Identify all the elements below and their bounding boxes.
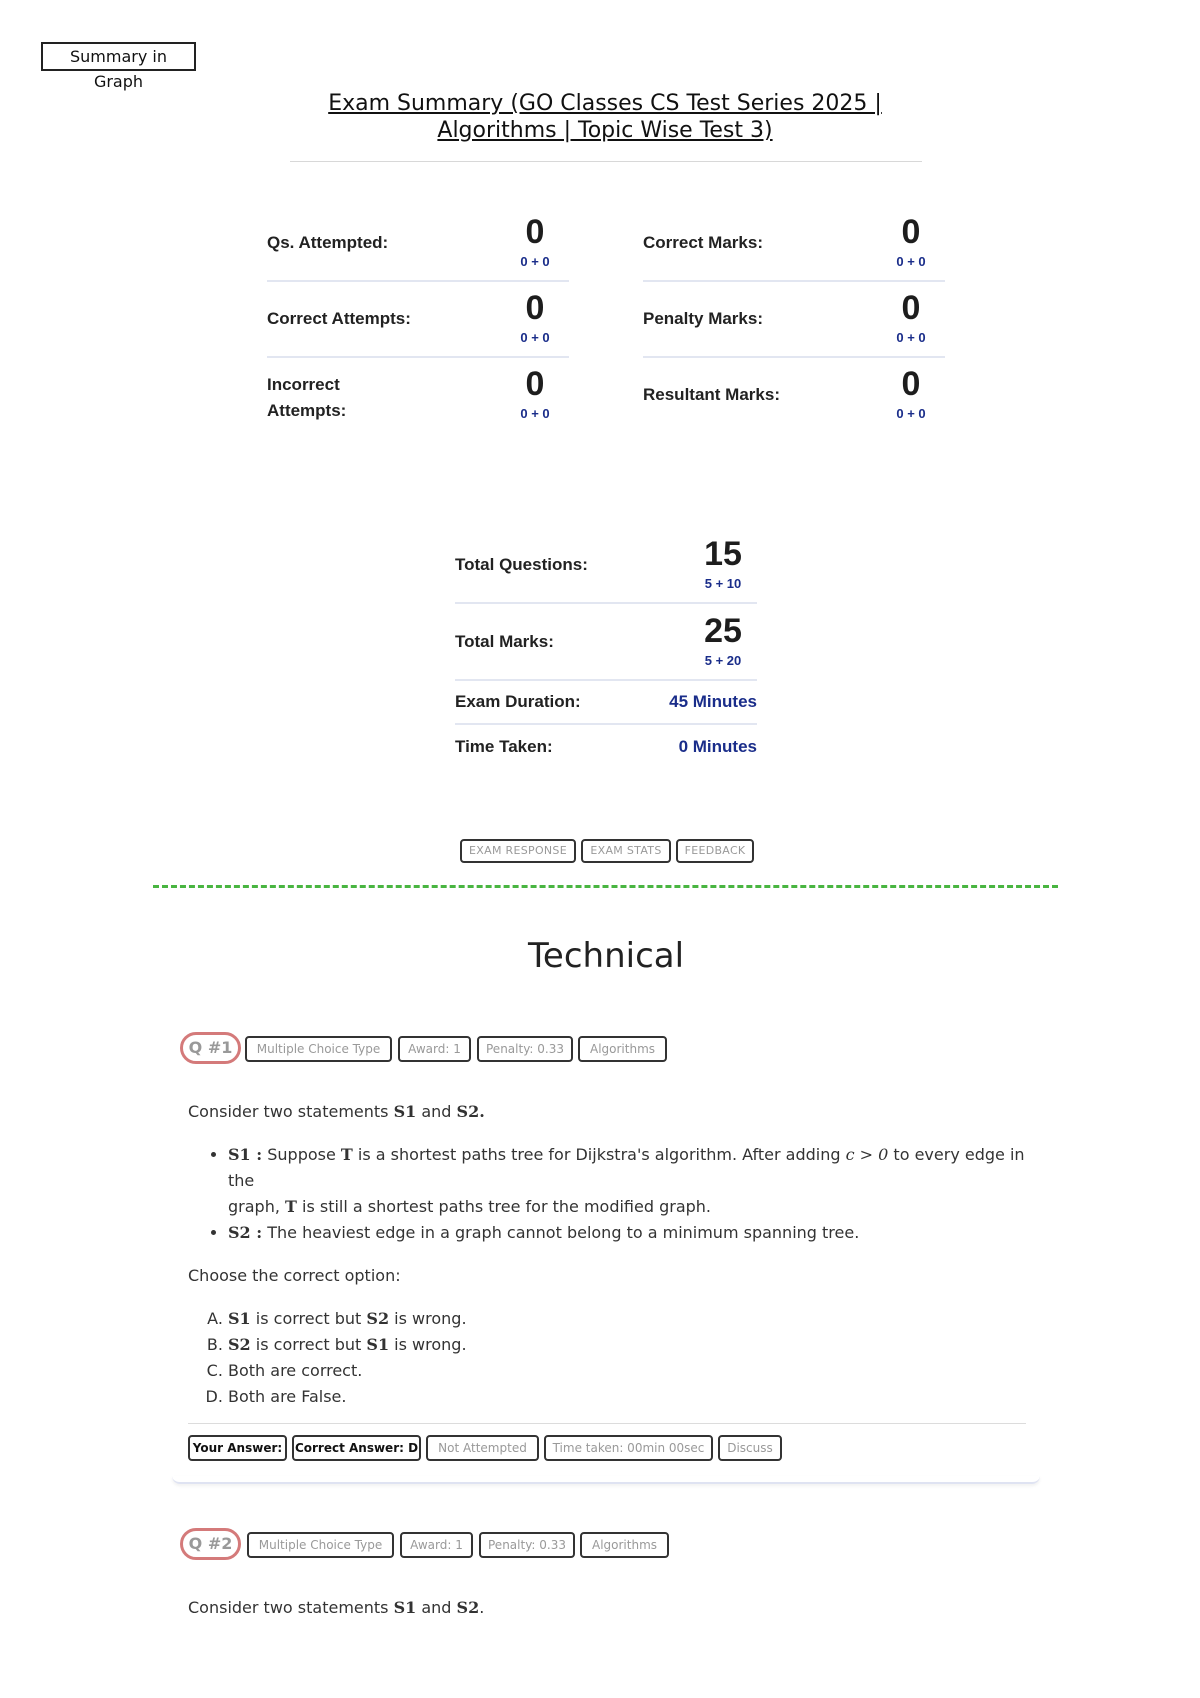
total-questions-label: Total Questions: bbox=[455, 555, 588, 574]
option-a bbox=[228, 1306, 1028, 1332]
incorrect-attempts-label-line-1: Incorrect bbox=[267, 375, 340, 394]
option-text: Both are False. bbox=[228, 1387, 347, 1406]
correct-attempts-sub: 0 + 0 bbox=[520, 330, 550, 345]
section-title: Technical bbox=[527, 936, 685, 976]
stat-divider bbox=[267, 280, 569, 282]
exam-duration-label: Exam Duration: bbox=[455, 692, 581, 711]
exam-response-button[interactable]: EXAM RESPONSE bbox=[460, 839, 576, 863]
exam-title-line-2: Algorithms | Topic Wise Test 3) bbox=[437, 118, 773, 143]
statement-item bbox=[228, 1220, 1028, 1246]
time-taken-tag: Time taken: 00min 00sec bbox=[544, 1435, 713, 1461]
total-marks-label: Total Marks: bbox=[455, 632, 554, 651]
incorrect-attempts-label bbox=[267, 372, 346, 424]
statement-item bbox=[228, 1142, 1028, 1220]
option-d bbox=[228, 1384, 1028, 1410]
option-text: is correct but bbox=[250, 1309, 367, 1328]
total-marks-sub: 5 + 20 bbox=[704, 653, 742, 668]
statement-text: is a shortest paths tree for Dijkstra's algorithm. After adding bbox=[352, 1145, 846, 1164]
question-intro bbox=[188, 1099, 1028, 1125]
topic-tag[interactable]: Algorithms bbox=[578, 1036, 667, 1062]
question-prompt: Choose the correct option: bbox=[188, 1266, 401, 1285]
total-marks-value: 25 bbox=[704, 612, 742, 650]
statement-list bbox=[188, 1142, 1028, 1246]
summary-in-graph-button[interactable]: Summary in Graph bbox=[41, 42, 196, 71]
resultant-marks-label: Resultant Marks: bbox=[643, 385, 780, 404]
stat-divider bbox=[267, 356, 569, 358]
total-questions-value: 15 bbox=[704, 535, 742, 573]
intro-text: and bbox=[416, 1102, 457, 1121]
question-intro bbox=[188, 1595, 1028, 1621]
stat-divider bbox=[455, 602, 757, 604]
exam-duration-value: 45 Minutes bbox=[669, 692, 757, 711]
correct-marks-value: 0 bbox=[901, 213, 921, 251]
topic-tag[interactable]: Algorithms bbox=[580, 1532, 669, 1558]
math-expression: c > 0 bbox=[845, 1145, 889, 1164]
option-symbol: S1 bbox=[366, 1335, 390, 1354]
penalty-marks-label: Penalty Marks: bbox=[643, 309, 763, 328]
penalty-marks-value: 0 bbox=[901, 289, 921, 327]
time-taken-label: Time Taken: bbox=[455, 737, 553, 756]
symbol-s2: S2. bbox=[456, 1102, 485, 1121]
feedback-button[interactable]: FEEDBACK bbox=[676, 839, 754, 863]
stat-divider bbox=[455, 679, 757, 681]
stat-divider bbox=[643, 356, 945, 358]
incorrect-attempts-label-line-2: Attempts: bbox=[267, 401, 347, 420]
option-text: is correct but bbox=[250, 1335, 367, 1354]
statement-text: to every edge in the bbox=[228, 1145, 1025, 1190]
correct-attempts-label: Correct Attempts: bbox=[267, 309, 411, 328]
penalty-tag: Penalty: 0.33 bbox=[479, 1532, 575, 1558]
qs-attempted-sub: 0 + 0 bbox=[520, 254, 550, 269]
question-number-badge: Q #2 bbox=[180, 1528, 241, 1560]
qs-attempted-value: 0 bbox=[525, 213, 545, 251]
resultant-marks-value: 0 bbox=[901, 365, 921, 403]
option-c bbox=[228, 1358, 1028, 1384]
option-text: Both are correct. bbox=[228, 1361, 363, 1380]
award-tag: Award: 1 bbox=[398, 1036, 471, 1062]
resultant-marks-sub: 0 + 0 bbox=[896, 406, 926, 421]
statement-text: is still a shortest paths tree for the modified graph. bbox=[296, 1197, 712, 1216]
correct-marks-sub: 0 + 0 bbox=[896, 254, 926, 269]
correct-answer-tag: Correct Answer: D bbox=[292, 1435, 421, 1461]
penalty-marks-sub: 0 + 0 bbox=[896, 330, 926, 345]
correct-marks-label: Correct Marks: bbox=[643, 233, 763, 252]
penalty-tag: Penalty: 0.33 bbox=[477, 1036, 573, 1062]
incorrect-attempts-value: 0 bbox=[525, 365, 545, 403]
title-divider bbox=[290, 161, 922, 162]
stat-divider bbox=[455, 723, 757, 725]
symbol-t: T bbox=[340, 1145, 353, 1164]
exam-summary-title[interactable] bbox=[300, 90, 910, 144]
discuss-button[interactable]: Discuss bbox=[718, 1435, 782, 1461]
symbol-s1: S1 bbox=[393, 1598, 417, 1617]
statement-text: Suppose bbox=[262, 1145, 341, 1164]
statement-text: graph, bbox=[228, 1197, 286, 1216]
time-taken-value: 0 Minutes bbox=[678, 737, 757, 756]
question-type-tag: Multiple Choice Type bbox=[247, 1532, 394, 1558]
symbol-t: T bbox=[285, 1197, 297, 1216]
statement-text: The heaviest edge in a graph cannot belong to a minimum spanning tree. bbox=[262, 1223, 860, 1242]
question-body bbox=[188, 1099, 1028, 1410]
exam-stats-button[interactable]: EXAM STATS bbox=[581, 839, 671, 863]
option-list bbox=[188, 1306, 1028, 1410]
option-b bbox=[228, 1332, 1028, 1358]
statement-label: S1 : bbox=[228, 1145, 263, 1164]
question-type-tag: Multiple Choice Type bbox=[245, 1036, 392, 1062]
award-tag: Award: 1 bbox=[400, 1532, 473, 1558]
intro-text: Consider two statements bbox=[188, 1102, 394, 1121]
stat-divider bbox=[643, 280, 945, 282]
correct-attempts-value: 0 bbox=[525, 289, 545, 327]
option-symbol: S1 bbox=[228, 1309, 251, 1328]
symbol-s1: S1 bbox=[393, 1102, 417, 1121]
option-symbol: S2 bbox=[366, 1309, 390, 1328]
question-number-badge: Q #1 bbox=[180, 1032, 241, 1064]
option-text: is wrong. bbox=[389, 1309, 467, 1328]
option-symbol: S2 bbox=[228, 1335, 251, 1354]
question-card-bottom bbox=[172, 1476, 1040, 1484]
intro-text: . bbox=[479, 1598, 485, 1617]
total-questions-sub: 5 + 10 bbox=[704, 576, 742, 591]
section-separator bbox=[153, 885, 1058, 888]
statement-label: S2 : bbox=[228, 1223, 263, 1242]
incorrect-attempts-sub: 0 + 0 bbox=[520, 406, 550, 421]
symbol-s2: S2 bbox=[456, 1598, 480, 1617]
option-text: is wrong. bbox=[389, 1335, 467, 1354]
qs-attempted-label: Qs. Attempted: bbox=[267, 233, 389, 252]
exam-title-line-1: Exam Summary (GO Classes CS Test Series 2025 | bbox=[328, 91, 882, 116]
intro-text: Consider two statements bbox=[188, 1598, 394, 1617]
attempt-status-tag: Not Attempted bbox=[426, 1435, 539, 1461]
intro-text: and bbox=[416, 1598, 457, 1617]
your-answer-tag: Your Answer: bbox=[188, 1435, 287, 1461]
answer-bar-divider bbox=[188, 1423, 1026, 1424]
